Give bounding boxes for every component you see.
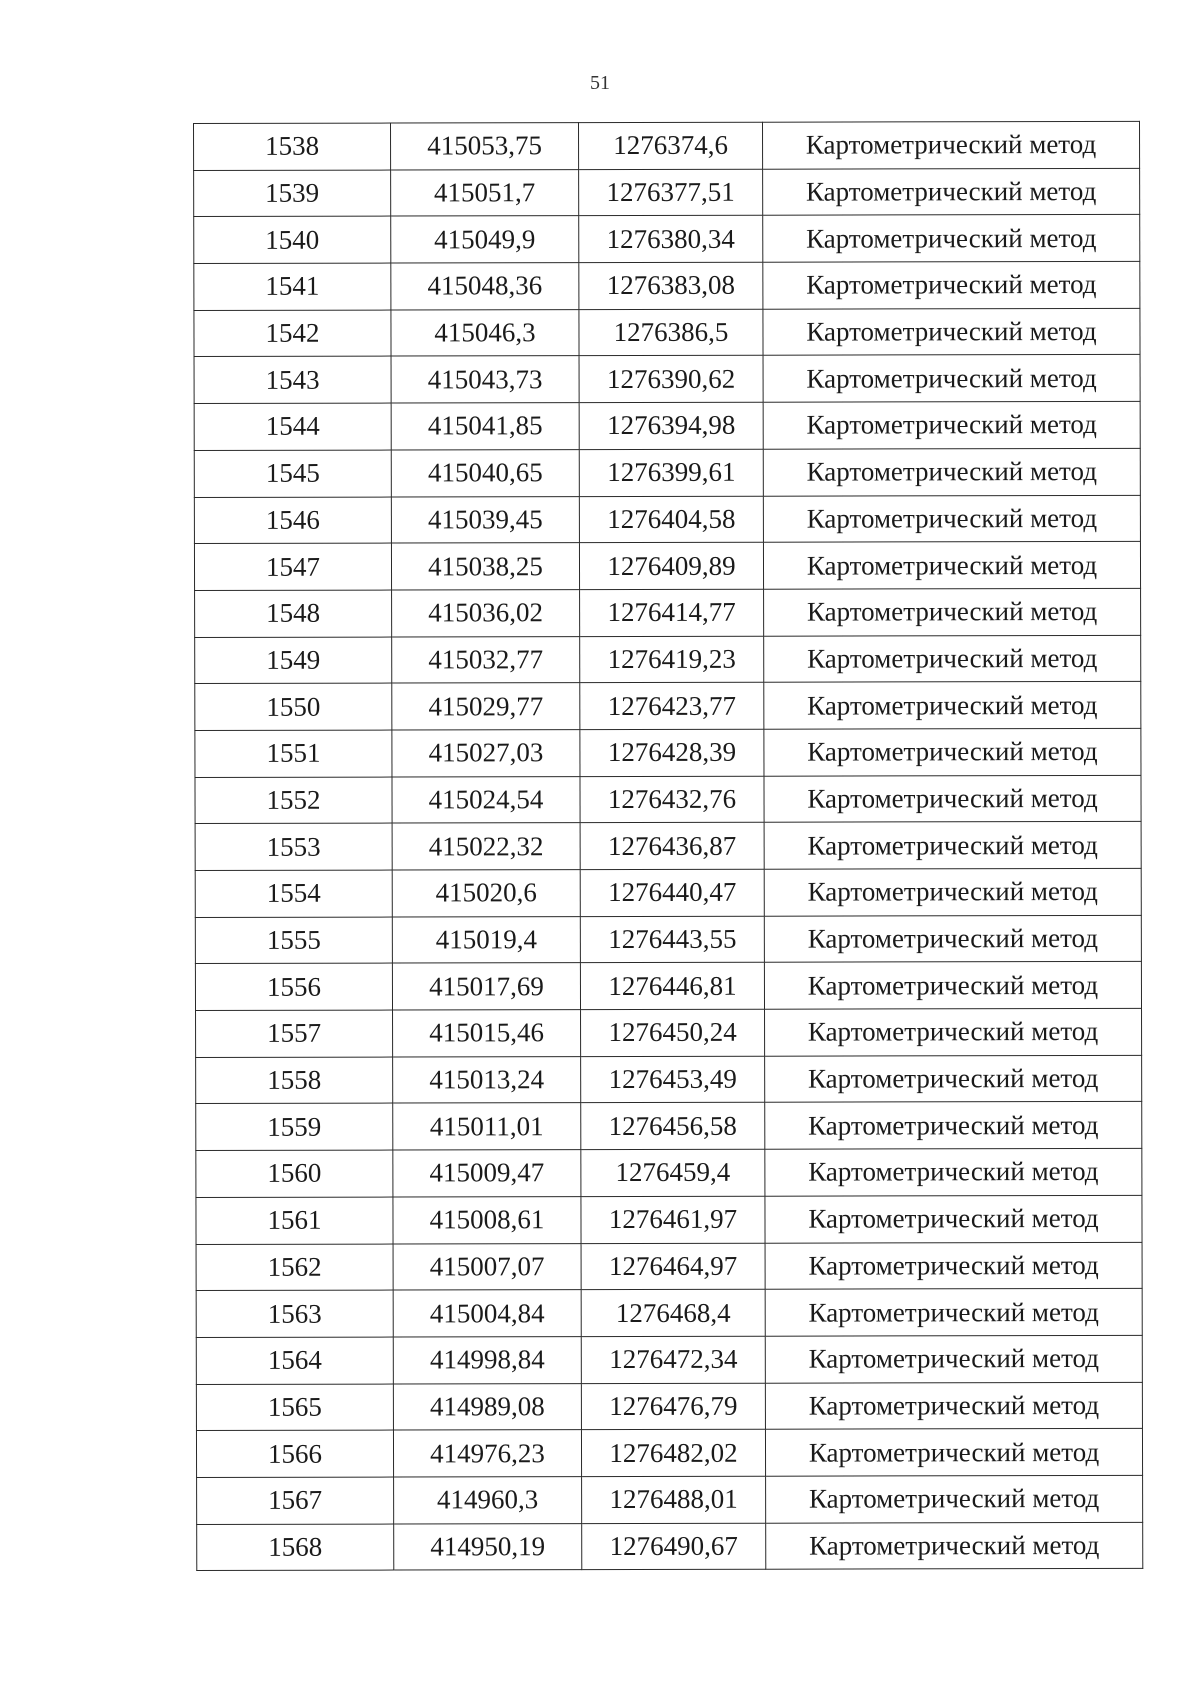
- method-cell: Картометрический метод: [763, 168, 1140, 216]
- y-coordinate-cell: 1276456,58: [581, 1103, 765, 1150]
- y-coordinate-cell: 1276443,55: [580, 916, 764, 963]
- method-cell: Картометрический метод: [764, 682, 1141, 730]
- table-row: [196, 1335, 1142, 1384]
- point-number-cell: 1557: [196, 1010, 393, 1057]
- point-number-cell: 1544: [194, 403, 391, 450]
- x-coordinate-cell: 415015,46: [393, 1010, 581, 1057]
- point-number-cell: 1542: [194, 310, 391, 357]
- method-cell: Картометрический метод: [766, 1522, 1143, 1570]
- table-row: [197, 1475, 1143, 1524]
- point-number-cell: 1560: [196, 1150, 393, 1197]
- x-coordinate-cell: 415038,25: [391, 543, 579, 590]
- method-cell: Картометрический метод: [764, 775, 1141, 823]
- x-coordinate-cell: 415013,24: [393, 1056, 581, 1103]
- method-cell: Картометрический метод: [763, 308, 1140, 356]
- y-coordinate-cell: 1276414,77: [580, 589, 764, 636]
- y-coordinate-cell: 1276377,51: [579, 169, 763, 216]
- table-row: [194, 168, 1140, 217]
- method-cell: Картометрический метод: [765, 1055, 1142, 1103]
- x-coordinate-cell: 415009,47: [393, 1150, 581, 1197]
- y-coordinate-cell: 1276461,97: [581, 1196, 765, 1243]
- method-cell: Картометрический метод: [763, 495, 1140, 543]
- point-number-cell: 1563: [196, 1290, 393, 1337]
- y-coordinate-cell: 1276423,77: [580, 682, 764, 729]
- point-number-cell: 1548: [195, 590, 392, 637]
- x-coordinate-cell: 415049,9: [391, 216, 579, 263]
- point-number-cell: 1553: [195, 823, 392, 870]
- x-coordinate-cell: 415007,07: [393, 1243, 581, 1290]
- point-number-cell: 1545: [194, 450, 391, 497]
- x-coordinate-cell: 415020,6: [392, 870, 580, 917]
- method-cell: Картометрический метод: [763, 401, 1140, 449]
- method-cell: Картометрический метод: [764, 822, 1141, 870]
- method-cell: Картометрический метод: [764, 868, 1141, 916]
- x-coordinate-cell: 414989,08: [393, 1383, 581, 1430]
- method-cell: Картометрический метод: [764, 588, 1141, 636]
- y-coordinate-cell: 1276428,39: [580, 729, 764, 776]
- y-coordinate-cell: 1276450,24: [581, 1009, 765, 1056]
- method-cell: Картометрический метод: [765, 1429, 1142, 1477]
- method-cell: Картометрический метод: [763, 448, 1140, 496]
- page-number: 51: [590, 72, 610, 94]
- method-cell: Картометрический метод: [766, 1475, 1143, 1523]
- point-number-cell: 1547: [194, 543, 391, 590]
- method-cell: Картометрический метод: [763, 542, 1140, 590]
- y-coordinate-cell: 1276453,49: [581, 1056, 765, 1103]
- table-row: [196, 1289, 1142, 1338]
- table-row: [197, 1522, 1143, 1571]
- point-number-cell: 1538: [194, 123, 391, 170]
- y-coordinate-cell: 1276386,5: [579, 309, 763, 356]
- method-cell: Картометрический метод: [764, 728, 1141, 776]
- y-coordinate-cell: 1276490,67: [582, 1523, 766, 1570]
- table-row: [196, 1148, 1142, 1197]
- x-coordinate-cell: 415039,45: [391, 496, 579, 543]
- coordinates-table: [193, 121, 1143, 1571]
- table-row: [196, 1382, 1142, 1431]
- method-cell: Картометрический метод: [764, 635, 1141, 683]
- point-number-cell: 1551: [195, 730, 392, 777]
- y-coordinate-cell: 1276440,47: [580, 869, 764, 916]
- coordinates-table-body: [194, 121, 1143, 1570]
- point-number-cell: 1567: [197, 1477, 394, 1524]
- method-cell: Картометрический метод: [763, 355, 1140, 403]
- point-number-cell: 1555: [195, 917, 392, 964]
- y-coordinate-cell: 1276419,23: [580, 636, 764, 683]
- x-coordinate-cell: 415041,85: [391, 403, 579, 450]
- coordinates-table-container: [193, 121, 1142, 1571]
- table-row: [196, 1429, 1142, 1478]
- table-row: [196, 1195, 1142, 1244]
- table-row: [196, 1242, 1142, 1291]
- x-coordinate-cell: 415036,02: [392, 589, 580, 636]
- x-coordinate-cell: 415046,3: [391, 309, 579, 356]
- y-coordinate-cell: 1276390,62: [579, 356, 763, 403]
- method-cell: Картометрический метод: [765, 1148, 1142, 1196]
- point-number-cell: 1550: [195, 683, 392, 730]
- point-number-cell: 1541: [194, 263, 391, 310]
- point-number-cell: 1564: [196, 1337, 393, 1384]
- table-row: [194, 495, 1140, 544]
- table-row: [195, 728, 1141, 777]
- y-coordinate-cell: 1276432,76: [580, 776, 764, 823]
- method-cell: Картометрический метод: [765, 1335, 1142, 1383]
- method-cell: Картометрический метод: [765, 1382, 1142, 1430]
- method-cell: Картометрический метод: [764, 915, 1141, 963]
- x-coordinate-cell: 415040,65: [391, 449, 579, 496]
- table-row: [194, 355, 1140, 404]
- table-row: [194, 308, 1140, 357]
- y-coordinate-cell: 1276482,02: [581, 1429, 765, 1476]
- table-row: [195, 775, 1141, 824]
- table-row: [195, 588, 1141, 637]
- table-row: [194, 215, 1140, 264]
- table-row: [195, 915, 1141, 964]
- x-coordinate-cell: 415019,4: [392, 916, 580, 963]
- x-coordinate-cell: 415051,7: [391, 169, 579, 216]
- x-coordinate-cell: 415048,36: [391, 263, 579, 310]
- table-row: [195, 682, 1141, 731]
- table-row: [195, 962, 1141, 1011]
- point-number-cell: 1540: [194, 216, 391, 263]
- y-coordinate-cell: 1276409,89: [579, 542, 763, 589]
- table-row: [195, 635, 1141, 684]
- y-coordinate-cell: 1276394,98: [579, 402, 763, 449]
- table-row: [194, 401, 1140, 450]
- x-coordinate-cell: 415029,77: [392, 683, 580, 730]
- y-coordinate-cell: 1276436,87: [580, 823, 764, 870]
- method-cell: Картометрический метод: [763, 261, 1140, 309]
- y-coordinate-cell: 1276399,61: [579, 449, 763, 496]
- point-number-cell: 1549: [195, 637, 392, 684]
- method-cell: Картометрический метод: [765, 1242, 1142, 1290]
- table-row: [196, 1008, 1142, 1057]
- y-coordinate-cell: 1276468,4: [581, 1289, 765, 1336]
- point-number-cell: 1543: [194, 356, 391, 403]
- method-cell: Картометрический метод: [765, 1008, 1142, 1056]
- point-number-cell: 1554: [195, 870, 392, 917]
- x-coordinate-cell: 415043,73: [391, 356, 579, 403]
- table-row: [194, 121, 1140, 170]
- y-coordinate-cell: 1276488,01: [582, 1476, 766, 1523]
- point-number-cell: 1558: [196, 1057, 393, 1104]
- point-number-cell: 1552: [195, 777, 392, 824]
- table-row: [194, 542, 1140, 591]
- point-number-cell: 1562: [196, 1244, 393, 1291]
- table-row: [196, 1055, 1142, 1104]
- x-coordinate-cell: 415024,54: [392, 776, 580, 823]
- point-number-cell: 1568: [197, 1524, 394, 1571]
- x-coordinate-cell: 415027,03: [392, 730, 580, 777]
- x-coordinate-cell: 415004,84: [393, 1290, 581, 1337]
- x-coordinate-cell: 414950,19: [394, 1523, 582, 1570]
- x-coordinate-cell: 415053,75: [391, 123, 579, 170]
- x-coordinate-cell: 414998,84: [393, 1336, 581, 1383]
- point-number-cell: 1559: [196, 1103, 393, 1150]
- table-row: [195, 868, 1141, 917]
- table-row: [195, 822, 1141, 871]
- table-row: [196, 1102, 1142, 1151]
- x-coordinate-cell: 415017,69: [392, 963, 580, 1010]
- table-row: [194, 261, 1140, 310]
- x-coordinate-cell: 414960,3: [394, 1477, 582, 1524]
- method-cell: Картометрический метод: [764, 962, 1141, 1010]
- x-coordinate-cell: 414976,23: [393, 1430, 581, 1477]
- point-number-cell: 1539: [194, 170, 391, 217]
- y-coordinate-cell: 1276383,08: [579, 262, 763, 309]
- method-cell: Картометрический метод: [763, 215, 1140, 263]
- table-row: [194, 448, 1140, 497]
- y-coordinate-cell: 1276464,97: [581, 1243, 765, 1290]
- method-cell: Картометрический метод: [762, 121, 1139, 169]
- point-number-cell: 1561: [196, 1197, 393, 1244]
- point-number-cell: 1556: [195, 963, 392, 1010]
- point-number-cell: 1546: [194, 497, 391, 544]
- y-coordinate-cell: 1276380,34: [579, 216, 763, 263]
- point-number-cell: 1565: [196, 1384, 393, 1431]
- y-coordinate-cell: 1276404,58: [579, 496, 763, 543]
- x-coordinate-cell: 415008,61: [393, 1196, 581, 1243]
- x-coordinate-cell: 415022,32: [392, 823, 580, 870]
- y-coordinate-cell: 1276459,4: [581, 1149, 765, 1196]
- x-coordinate-cell: 415032,77: [392, 636, 580, 683]
- method-cell: Картометрический метод: [765, 1102, 1142, 1150]
- point-number-cell: 1566: [196, 1430, 393, 1477]
- method-cell: Картометрический метод: [765, 1289, 1142, 1337]
- method-cell: Картометрический метод: [765, 1195, 1142, 1243]
- y-coordinate-cell: 1276476,79: [581, 1383, 765, 1430]
- y-coordinate-cell: 1276374,6: [579, 122, 763, 169]
- y-coordinate-cell: 1276446,81: [580, 963, 764, 1010]
- x-coordinate-cell: 415011,01: [393, 1103, 581, 1150]
- y-coordinate-cell: 1276472,34: [581, 1336, 765, 1383]
